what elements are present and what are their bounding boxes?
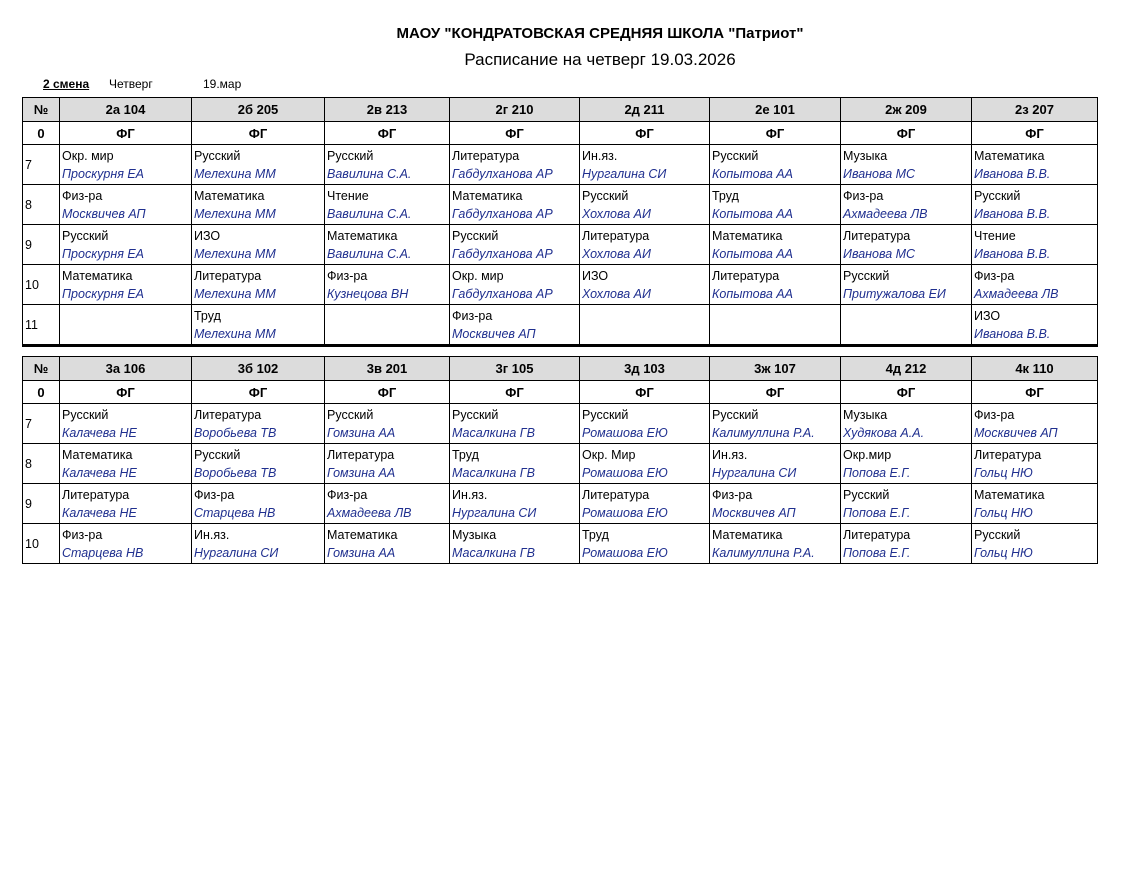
teacher: Ромашова ЕЮ (582, 425, 668, 440)
shift-label: 2 смена (43, 77, 90, 91)
lesson-cell (60, 305, 192, 346)
lesson-cell (841, 404, 972, 444)
subject: Литература (974, 447, 1042, 462)
fg-cell: ФГ (450, 381, 580, 404)
lesson-number: 9 (23, 225, 60, 265)
lesson-cell (192, 145, 325, 185)
class-header: 4к 110 (972, 357, 1098, 381)
lesson-number: 10 (23, 524, 60, 564)
fg-cell: ФГ (60, 381, 192, 404)
class-header: 2г 210 (450, 98, 580, 122)
lesson-cell (580, 145, 710, 185)
fg-cell: ФГ (325, 122, 450, 145)
subject: ИЗО (582, 268, 609, 283)
teacher: Попова Е.Г. (843, 505, 911, 520)
class-header-row (23, 98, 1098, 122)
teacher: Москвичев АП (712, 505, 796, 520)
lesson-cell (60, 524, 192, 564)
subject: Русский (194, 148, 241, 163)
fg-cell: ФГ (841, 381, 972, 404)
subject: Окр. мир (452, 268, 504, 283)
lesson-cell (450, 145, 580, 185)
class-header: 3в 201 (325, 357, 450, 381)
subject: Русский (194, 447, 241, 462)
subject: Ин.яз. (452, 487, 488, 502)
subject: Литература (327, 447, 395, 462)
subject: Физ-ра (62, 527, 103, 542)
fg-cell: ФГ (710, 122, 841, 145)
class-header: 2д 211 (580, 98, 710, 122)
teacher: Копытова АА (712, 286, 793, 301)
lesson-cell (192, 225, 325, 265)
teacher: Худякова А.А. (843, 425, 925, 440)
teacher: Мелехина ММ (194, 206, 276, 221)
teacher: Гольц НЮ (974, 545, 1033, 560)
teacher: Воробьева ТВ (194, 425, 277, 440)
lesson-row (23, 265, 1098, 305)
lesson-cell (325, 185, 450, 225)
subject: Окр. мир (62, 148, 114, 163)
schedule-title: Расписание на четверг 19.03.2026 (464, 50, 736, 69)
subject: Ин.яз. (712, 447, 748, 462)
subject: ИЗО (974, 308, 1001, 323)
subject: Русский (843, 268, 890, 283)
subject: Русский (974, 188, 1021, 203)
fg-cell: ФГ (450, 122, 580, 145)
lesson-cell (972, 404, 1098, 444)
class-header: 3д 103 (580, 357, 710, 381)
teacher: Кузнецова ВН (327, 286, 409, 301)
teacher: Ромашова ЕЮ (582, 505, 668, 520)
lesson-cell (325, 484, 450, 524)
teacher: Ахмадеева ЛВ (843, 206, 928, 221)
lesson-cell (325, 404, 450, 444)
lesson-cell (710, 185, 841, 225)
lesson-cell (972, 145, 1098, 185)
subject: Русский (452, 228, 499, 243)
lesson-cell (841, 444, 972, 484)
lesson-cell (580, 484, 710, 524)
subject: Литература (843, 228, 911, 243)
lesson-cell (325, 225, 450, 265)
teacher: Масалкина ГВ (452, 465, 535, 480)
subject: Окр. Мир (582, 447, 636, 462)
teacher: Притужалова ЕИ (843, 286, 946, 301)
subject: Физ-ра (327, 487, 368, 502)
lesson-cell (972, 484, 1098, 524)
teacher: Хохлова АИ (582, 246, 651, 261)
teacher: Калимуллина Р.А. (712, 545, 815, 560)
class-header: 2а 104 (60, 98, 192, 122)
class-header: 2е 101 (710, 98, 841, 122)
lesson-row (23, 484, 1098, 524)
fg-cell: ФГ (580, 122, 710, 145)
lesson-cell (450, 265, 580, 305)
date-label: 19.мар (203, 77, 242, 91)
lesson-cell (972, 305, 1098, 346)
subject: Физ-ра (327, 268, 368, 283)
lesson-row (23, 444, 1098, 484)
subject: Музыка (843, 148, 888, 163)
teacher: Проскурня ЕА (62, 166, 145, 181)
subject: Математика (62, 268, 133, 283)
class-header: 3а 106 (60, 357, 192, 381)
teacher: Габдулханова АР (452, 206, 553, 221)
lesson-cell (841, 185, 972, 225)
lesson-cell (841, 145, 972, 185)
lesson-cell (325, 524, 450, 564)
subject: Математика (974, 148, 1045, 163)
teacher: Копытова АА (712, 206, 793, 221)
lesson-cell (60, 444, 192, 484)
teacher: Иванова В.В. (974, 246, 1051, 261)
teacher: Попова Е.Г. (843, 465, 911, 480)
subject: ИЗО (194, 228, 221, 243)
class-header: 3ж 107 (710, 357, 841, 381)
fg-cell: ФГ (710, 381, 841, 404)
shift-line (43, 77, 242, 91)
subject: Литература (843, 527, 911, 542)
lesson-cell (972, 444, 1098, 484)
teacher: Хохлова АИ (582, 286, 651, 301)
lesson-cell (325, 145, 450, 185)
subject: Физ-ра (974, 407, 1015, 422)
lesson-number-header: № (23, 98, 60, 122)
lesson-cell (192, 484, 325, 524)
lesson-cell (710, 444, 841, 484)
lesson-cell (710, 305, 841, 346)
lesson-number: 0 (23, 381, 60, 404)
lesson-number: 8 (23, 444, 60, 484)
teacher: Нургалина СИ (582, 166, 667, 181)
teacher: Мелехина ММ (194, 166, 276, 181)
lesson-cell (325, 265, 450, 305)
subject: Русский (974, 527, 1021, 542)
subject: Русский (843, 487, 890, 502)
lesson-cell (192, 404, 325, 444)
subject: Труд (712, 188, 739, 203)
lesson-cell (972, 265, 1098, 305)
teacher: Иванова В.В. (974, 166, 1051, 181)
subject: Физ-ра (62, 188, 103, 203)
lesson-number-header: № (23, 357, 60, 381)
teacher: Мелехина ММ (194, 246, 276, 261)
teacher: Вавилина С.А. (327, 206, 412, 221)
subject: Музыка (452, 527, 497, 542)
subject: Физ-ра (974, 268, 1015, 283)
lesson-number: 8 (23, 185, 60, 225)
schedule-table-grade-3-4 (22, 356, 1098, 564)
lesson-row (23, 305, 1098, 346)
subject: Русский (582, 407, 629, 422)
subject: Литература (194, 268, 262, 283)
subject: Русский (62, 407, 109, 422)
teacher: Иванова МС (843, 246, 916, 261)
subject: Окр.мир (843, 447, 892, 462)
lesson-number: 11 (23, 305, 60, 346)
lesson-number: 10 (23, 265, 60, 305)
lesson-cell (580, 524, 710, 564)
lesson-cell (580, 444, 710, 484)
teacher: Москвичев АП (452, 326, 536, 341)
lesson-cell (710, 225, 841, 265)
subject: Русский (452, 407, 499, 422)
lesson-cell (972, 225, 1098, 265)
lesson-cell (710, 265, 841, 305)
lesson-row (23, 185, 1098, 225)
subject: Музыка (843, 407, 888, 422)
teacher: Москвичев АП (974, 425, 1058, 440)
subject: Математика (452, 188, 523, 203)
teacher: Гомзина АА (327, 465, 396, 480)
lesson-number: 9 (23, 484, 60, 524)
class-header: 4д 212 (841, 357, 972, 381)
subject: Ин.яз. (582, 148, 618, 163)
teacher: Вавилина С.А. (327, 166, 412, 181)
fg-cell: ФГ (325, 381, 450, 404)
teacher: Иванова В.В. (974, 206, 1051, 221)
lesson-cell (710, 524, 841, 564)
teacher: Копытова АА (712, 166, 793, 181)
teacher: Гомзина АА (327, 545, 396, 560)
lesson-cell (450, 484, 580, 524)
fg-cell: ФГ (580, 381, 710, 404)
lesson-row (23, 225, 1098, 265)
fg-cell: ФГ (192, 122, 325, 145)
lesson-cell (192, 305, 325, 346)
subject: Математика (62, 447, 133, 462)
lesson-cell (841, 484, 972, 524)
subject: Литература (582, 487, 650, 502)
lesson-cell (580, 305, 710, 346)
teacher: Калимуллина Р.А. (712, 425, 815, 440)
teacher: Вавилина С.А. (327, 246, 412, 261)
lesson-number: 7 (23, 404, 60, 444)
teacher: Москвичев АП (62, 206, 146, 221)
teacher: Гольц НЮ (974, 505, 1033, 520)
subject: Русский (582, 188, 629, 203)
teacher: Проскурня ЕА (62, 286, 145, 301)
lesson-cell (972, 185, 1098, 225)
fg-cell: ФГ (841, 122, 972, 145)
lesson-cell (841, 225, 972, 265)
teacher: Масалкина ГВ (452, 425, 535, 440)
subject: Литература (62, 487, 130, 502)
teacher: Иванова В.В. (974, 326, 1051, 341)
teacher: Мелехина ММ (194, 286, 276, 301)
class-header: 2в 213 (325, 98, 450, 122)
class-header: 3г 105 (450, 357, 580, 381)
teacher: Старцева НВ (62, 545, 144, 560)
class-header: 2з 207 (972, 98, 1098, 122)
lesson-cell (60, 185, 192, 225)
teacher: Воробьева ТВ (194, 465, 277, 480)
teacher: Габдулханова АР (452, 286, 553, 301)
lesson-number: 0 (23, 122, 60, 145)
lesson-cell (60, 225, 192, 265)
lesson-cell (580, 404, 710, 444)
subject: Русский (62, 228, 109, 243)
teacher: Гольц НЮ (974, 465, 1033, 480)
teacher: Габдулханова АР (452, 166, 553, 181)
teacher: Габдулханова АР (452, 246, 553, 261)
lesson-cell (450, 404, 580, 444)
fg-cell: ФГ (60, 122, 192, 145)
teacher: Мелехина ММ (194, 326, 276, 341)
subject: Чтение (974, 228, 1016, 243)
fg-cell: ФГ (192, 381, 325, 404)
lesson-cell (192, 265, 325, 305)
teacher: Калачева НЕ (62, 505, 137, 520)
lesson-cell (60, 404, 192, 444)
teacher: Иванова МС (843, 166, 916, 181)
lesson-cell (580, 265, 710, 305)
teacher: Калачева НЕ (62, 465, 137, 480)
subject: Чтение (327, 188, 369, 203)
lesson-cell (841, 524, 972, 564)
teacher: Ахмадеева ЛВ (327, 505, 412, 520)
subject: Литература (582, 228, 650, 243)
lesson-cell (450, 444, 580, 484)
teacher: Старцева НВ (194, 505, 276, 520)
lesson-cell (450, 524, 580, 564)
teacher: Ахмадеева ЛВ (974, 286, 1059, 301)
lesson-cell (60, 265, 192, 305)
subject: Математика (712, 228, 783, 243)
subject: Русский (712, 148, 759, 163)
lesson-cell (60, 484, 192, 524)
subject: Литература (712, 268, 780, 283)
subject: Физ-ра (712, 487, 753, 502)
subject: Труд (452, 447, 479, 462)
lesson-number: 7 (23, 145, 60, 185)
day-label: Четверг (109, 77, 153, 91)
subject: Физ-ра (843, 188, 884, 203)
fg-cell: ФГ (972, 381, 1098, 404)
fg-row (23, 381, 1098, 404)
lesson-cell (60, 145, 192, 185)
lesson-cell (450, 225, 580, 265)
lesson-cell (192, 444, 325, 484)
subject: Русский (327, 407, 374, 422)
lesson-cell (192, 185, 325, 225)
lesson-cell (580, 225, 710, 265)
teacher: Нургалина СИ (452, 505, 537, 520)
lesson-cell (710, 404, 841, 444)
subject: Физ-ра (194, 487, 235, 502)
lesson-row (23, 145, 1098, 185)
subject: Математика (974, 487, 1045, 502)
school-title: МАОУ "КОНДРАТОВСКАЯ СРЕДНЯЯ ШКОЛА "Патриот" (396, 25, 804, 42)
lesson-cell (841, 265, 972, 305)
subject: Математика (327, 527, 398, 542)
subject: Ин.яз. (194, 527, 230, 542)
subject: Физ-ра (452, 308, 493, 323)
lesson-cell (325, 444, 450, 484)
lesson-cell (841, 305, 972, 346)
teacher: Калачева НЕ (62, 425, 137, 440)
teacher: Копытова АА (712, 246, 793, 261)
lesson-row (23, 404, 1098, 444)
lesson-cell (450, 305, 580, 346)
teacher: Масалкина ГВ (452, 545, 535, 560)
teacher: Ромашова ЕЮ (582, 545, 668, 560)
subject: Математика (327, 228, 398, 243)
lesson-row (23, 524, 1098, 564)
subject: Математика (712, 527, 783, 542)
class-header-row (23, 357, 1098, 381)
teacher: Гомзина АА (327, 425, 396, 440)
teacher: Нургалина СИ (194, 545, 279, 560)
teacher: Попова Е.Г. (843, 545, 911, 560)
subject: Труд (582, 527, 609, 542)
fg-row (23, 122, 1098, 145)
teacher: Хохлова АИ (582, 206, 651, 221)
class-header: 3б 102 (192, 357, 325, 381)
class-header: 2ж 209 (841, 98, 972, 122)
lesson-cell (325, 305, 450, 346)
subject: Русский (712, 407, 759, 422)
lesson-cell (192, 524, 325, 564)
teacher: Нургалина СИ (712, 465, 797, 480)
lesson-cell (972, 524, 1098, 564)
subject: Литература (194, 407, 262, 422)
lesson-cell (710, 145, 841, 185)
class-header: 2б 205 (192, 98, 325, 122)
teacher: Проскурня ЕА (62, 246, 145, 261)
lesson-cell (710, 484, 841, 524)
lesson-cell (580, 185, 710, 225)
subject: Русский (327, 148, 374, 163)
subject: Математика (194, 188, 265, 203)
schedule-table-grade-2 (22, 97, 1098, 347)
subject: Литература (452, 148, 520, 163)
lesson-cell (450, 185, 580, 225)
teacher: Ромашова ЕЮ (582, 465, 668, 480)
subject: Труд (194, 308, 221, 323)
fg-cell: ФГ (972, 122, 1098, 145)
